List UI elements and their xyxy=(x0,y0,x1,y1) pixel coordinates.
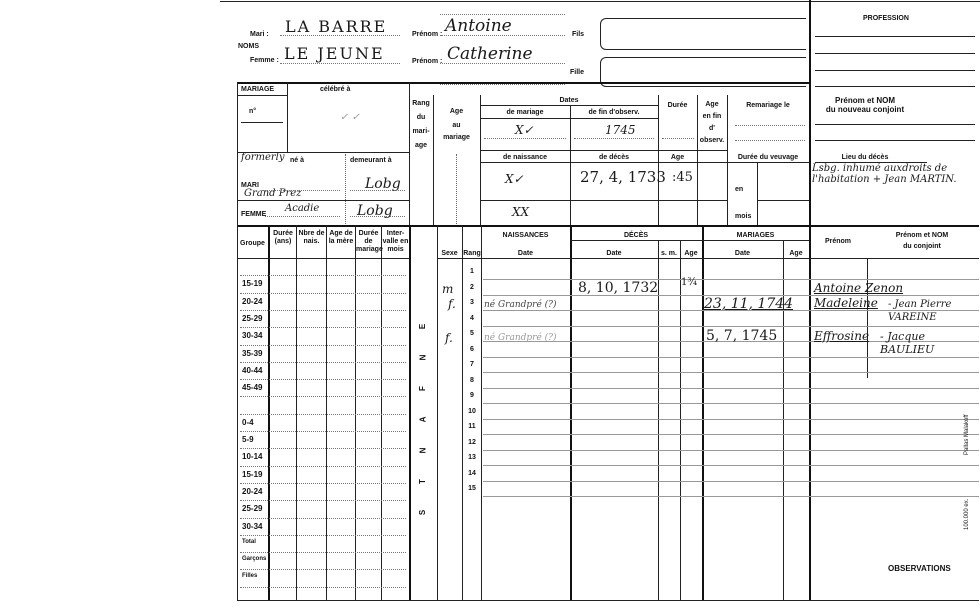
mariages-date-header: Date xyxy=(734,250,751,257)
group-label: 15-19 xyxy=(242,469,263,479)
vertical-letter: F xyxy=(417,386,427,391)
naissances-date-header: Date xyxy=(517,250,534,257)
rank-number: 13 xyxy=(468,454,476,461)
femme-row-label: FEMME xyxy=(241,211,267,218)
rang-label: Rang du mari- age xyxy=(412,100,430,149)
duree-label: Durée xyxy=(667,102,688,109)
nbre-nais-header: Nbre de nais. xyxy=(298,230,325,245)
deces-date-header: Date xyxy=(606,250,622,257)
child3-mariage: 5, 7, 1745 xyxy=(706,328,778,344)
celebre-a-label: célébré à xyxy=(320,86,351,93)
prenom-header: Prénom xyxy=(824,238,852,245)
group-label: Garçons xyxy=(242,556,267,563)
mari-name: LA BARRE xyxy=(285,17,388,36)
rank-number: 4 xyxy=(470,314,474,322)
duree-veuvage-label: Durée du veuvage xyxy=(737,154,799,161)
group-label: 15-19 xyxy=(242,279,263,289)
demeurant-label: demeurant à xyxy=(350,157,392,164)
remariage-label: Remariage le xyxy=(746,102,790,109)
age-fin-label: Age en fin d' observ. xyxy=(699,101,725,144)
child1-deces: 8, 10, 1732 xyxy=(578,280,659,296)
femme-place: Acadie xyxy=(285,203,320,214)
rank-number: 1 xyxy=(470,268,474,275)
side-text-1: Pallas Malakoff xyxy=(964,414,970,455)
rank-number: 6 xyxy=(470,345,474,353)
group-label: 40-44 xyxy=(242,365,263,375)
observations-label: OBSERVATIONS xyxy=(888,564,951,573)
sm-header: s. m. xyxy=(661,250,677,257)
profession-label: PROFESSION xyxy=(863,15,909,22)
group-label: Total xyxy=(242,538,256,545)
child3-naissance: né Grandpré (?) xyxy=(484,333,557,343)
rang-header: Rang xyxy=(463,250,481,257)
group-label: 25-29 xyxy=(242,313,263,323)
fils-label: Fils xyxy=(572,31,585,38)
rank-number: 8 xyxy=(470,376,474,384)
mari-row-label: MARI xyxy=(241,182,259,189)
mariage-label: MARIAGE xyxy=(241,86,275,93)
deces-age-header: Age xyxy=(684,250,698,257)
mois-label: mois xyxy=(735,213,752,220)
naissances-header: NAISSANCES xyxy=(502,232,549,239)
rank-number: 11 xyxy=(468,423,476,430)
mariages-header: MARIAGES xyxy=(736,232,775,239)
deces-header: DÉCÈS xyxy=(623,232,649,239)
femme-name: LE JEUNE xyxy=(284,44,385,63)
group-label: 20-24 xyxy=(242,296,263,306)
child2-prenom: Madeleine xyxy=(814,296,878,310)
mari-naissance: X✓ xyxy=(505,172,524,186)
mari-label: Mari : xyxy=(250,31,269,38)
mari-prenom-label: Prénom : xyxy=(412,31,443,38)
age-au-mariage-label: Age au mariage xyxy=(443,108,470,141)
femme-prenom: Catherine xyxy=(447,44,533,64)
child3-sexe: f. xyxy=(445,331,453,345)
vertical-letter: E xyxy=(418,323,428,330)
femme-label: Femme : xyxy=(250,57,279,64)
no-value: ✓ ✓ xyxy=(340,112,360,123)
group-label: 45-49 xyxy=(242,383,263,393)
rank-number: 15 xyxy=(468,485,476,492)
side-text-2: 100.000 ex. xyxy=(964,498,970,530)
noms-label: NOMS xyxy=(238,43,259,50)
intervalle-header: Inter-valle en mois xyxy=(382,230,409,253)
rank-number: 12 xyxy=(468,438,476,446)
de-naissance-label: de naissance xyxy=(503,154,547,161)
mari-demeurant: Lobg xyxy=(365,176,401,192)
de-deces-label: de décès xyxy=(599,154,629,161)
group-label: 30-34 xyxy=(242,521,263,531)
mariages-age-header: Age xyxy=(789,250,803,257)
de-mariage-label: de mariage xyxy=(506,109,544,116)
femme-naissance: XX xyxy=(512,205,530,219)
fin-observ-label: de fin d'observ. xyxy=(588,109,640,116)
mari-place: Grand Prez xyxy=(244,188,302,199)
group-label: 0-4 xyxy=(242,417,254,427)
rank-number: 9 xyxy=(470,392,474,399)
child1-age: 1¾ xyxy=(681,277,698,288)
sexe-header: Sexe xyxy=(441,250,458,257)
mari-prenom: Antoine xyxy=(445,16,512,36)
child1-sexe: m xyxy=(442,282,454,296)
lieu-deces-label: Lieu du décès xyxy=(841,154,889,161)
rank-number: 2 xyxy=(470,283,474,291)
femme-demeurant: Lobg xyxy=(357,203,393,219)
group-label: 35-39 xyxy=(242,348,263,358)
de-mariage-value: X✓ xyxy=(515,123,534,137)
rank-number: 14 xyxy=(468,469,476,477)
vertical-letter: N xyxy=(418,447,428,454)
rank-number: 5 xyxy=(470,330,474,337)
no-label: n° xyxy=(249,108,257,115)
vertical-letter: N xyxy=(418,354,428,361)
vertical-letter: T xyxy=(417,479,427,484)
lieu-deces-value: Lsbg. inhumé auxdroits de l'habitation + Jean MARTIN. xyxy=(812,163,957,185)
group-label: 30-34 xyxy=(242,331,263,341)
child1-prenom: Antoine Zenon xyxy=(814,281,904,295)
group-label: Filles xyxy=(242,573,258,580)
groupe-header: Groupe xyxy=(240,240,265,247)
fille-label: Fille xyxy=(570,69,585,76)
mari-age: :45 xyxy=(672,170,693,185)
child2-sexe: f. xyxy=(448,297,456,311)
dates-label: Dates xyxy=(559,97,579,104)
ne-a-label: né à xyxy=(290,157,305,164)
en-label: en xyxy=(735,186,744,193)
femme-prenom-label: Prénom : xyxy=(412,58,443,65)
nouveau-conjoint-label: Prénom et NOM du nouveau conjoint xyxy=(825,96,905,114)
group-label: 10-14 xyxy=(242,452,263,462)
rank-number: 3 xyxy=(470,299,474,306)
fin-observ-value: 1745 xyxy=(605,123,636,137)
vertical-letter: S xyxy=(418,509,428,516)
age-mere-header: Age de la mère xyxy=(328,230,354,245)
mari-deces: 27, 4, 1733 xyxy=(580,168,666,186)
conjoint-header: Prénom et NOM du conjoint xyxy=(895,232,949,250)
group-label: 20-24 xyxy=(242,486,263,496)
child2-conjoint: - Jean Pierre VAREINE xyxy=(888,299,952,323)
child3-prenom: Effrosine xyxy=(814,329,870,343)
child3-conjoint: - Jacque BAULIEU xyxy=(880,330,935,356)
group-label: 5-9 xyxy=(242,435,254,444)
duree-ans-header: Durée (ans) xyxy=(273,230,293,245)
age-label-2: Age xyxy=(670,154,685,161)
child2-mariage: 23, 11, 1744 xyxy=(704,296,794,312)
duree-mariage-header: Durée de mariage xyxy=(356,230,383,253)
rank-number: 10 xyxy=(468,407,476,415)
group-label: 25-29 xyxy=(242,504,263,514)
rank-number: 7 xyxy=(470,361,474,368)
ne-a-value: formerly xyxy=(241,152,285,163)
child2-naissance: né Grandpré (?) xyxy=(484,300,557,310)
vertical-letter: A xyxy=(418,416,428,423)
